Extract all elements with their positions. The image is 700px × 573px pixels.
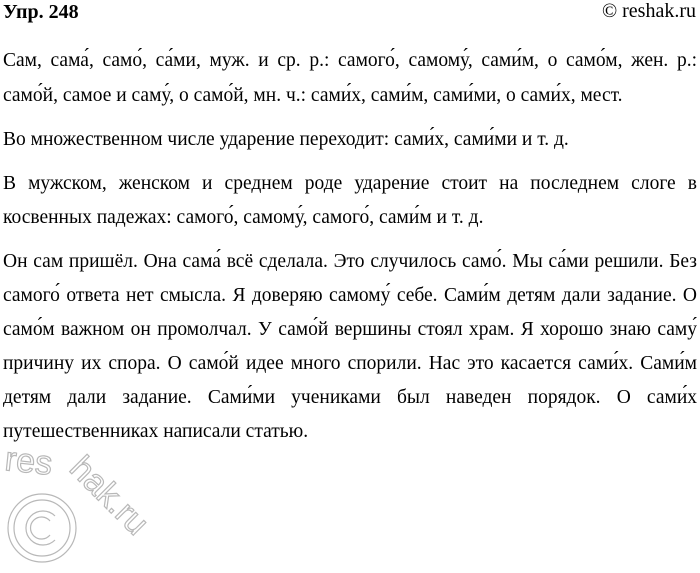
svg-text:hak.ru: hak.ru	[62, 448, 157, 543]
answer-body	[3, 44, 697, 449]
reshak-watermark-icon	[0, 440, 180, 573]
site-credit: © reshak.ru	[601, 0, 696, 22]
paragraph-declension: Сам, сама́, само́, са́ми, муж. и ср. р.: самого́, самому́, сами́м, о само́м, жен. р.: само́й, самое и саму́, о само́й, мн. ч.: сами́х, сами́м, сами́ми, о сами́х, мест.	[3, 50, 697, 106]
page-header	[0, 0, 700, 30]
paragraph-plural-stress: Во множественном числе ударение переходит: сами́х, сами́ми и т. д.	[3, 129, 569, 150]
svg-text:res: res	[3, 440, 55, 483]
exercise-title: Упр. 248	[3, 1, 79, 23]
paragraph-singular-stress: В мужском, женском и среднем роде ударение стоит на последнем слоге в косвенных падежах: самого́, самому́, самого́, сами́м и т. д.	[3, 173, 697, 228]
paragraph-examples: Он сам пришёл. Она сама́ всё сделала. Это случилось само́. Мы са́ми решили. Без самого́ ответа нет смысла. Я доверяю самому́ себе. Сами́м детям дали задание. О само́м важном он промолчал. У само́й вершины стоял храм. Я хорошо знаю саму́ причину их спора. О само́й идее много спорили. Нас это касается сами́х. Сами́м детям дали задание. Сами́ми учениками был наведен порядок. О сами́х путешественниках написали статью.	[3, 251, 697, 442]
